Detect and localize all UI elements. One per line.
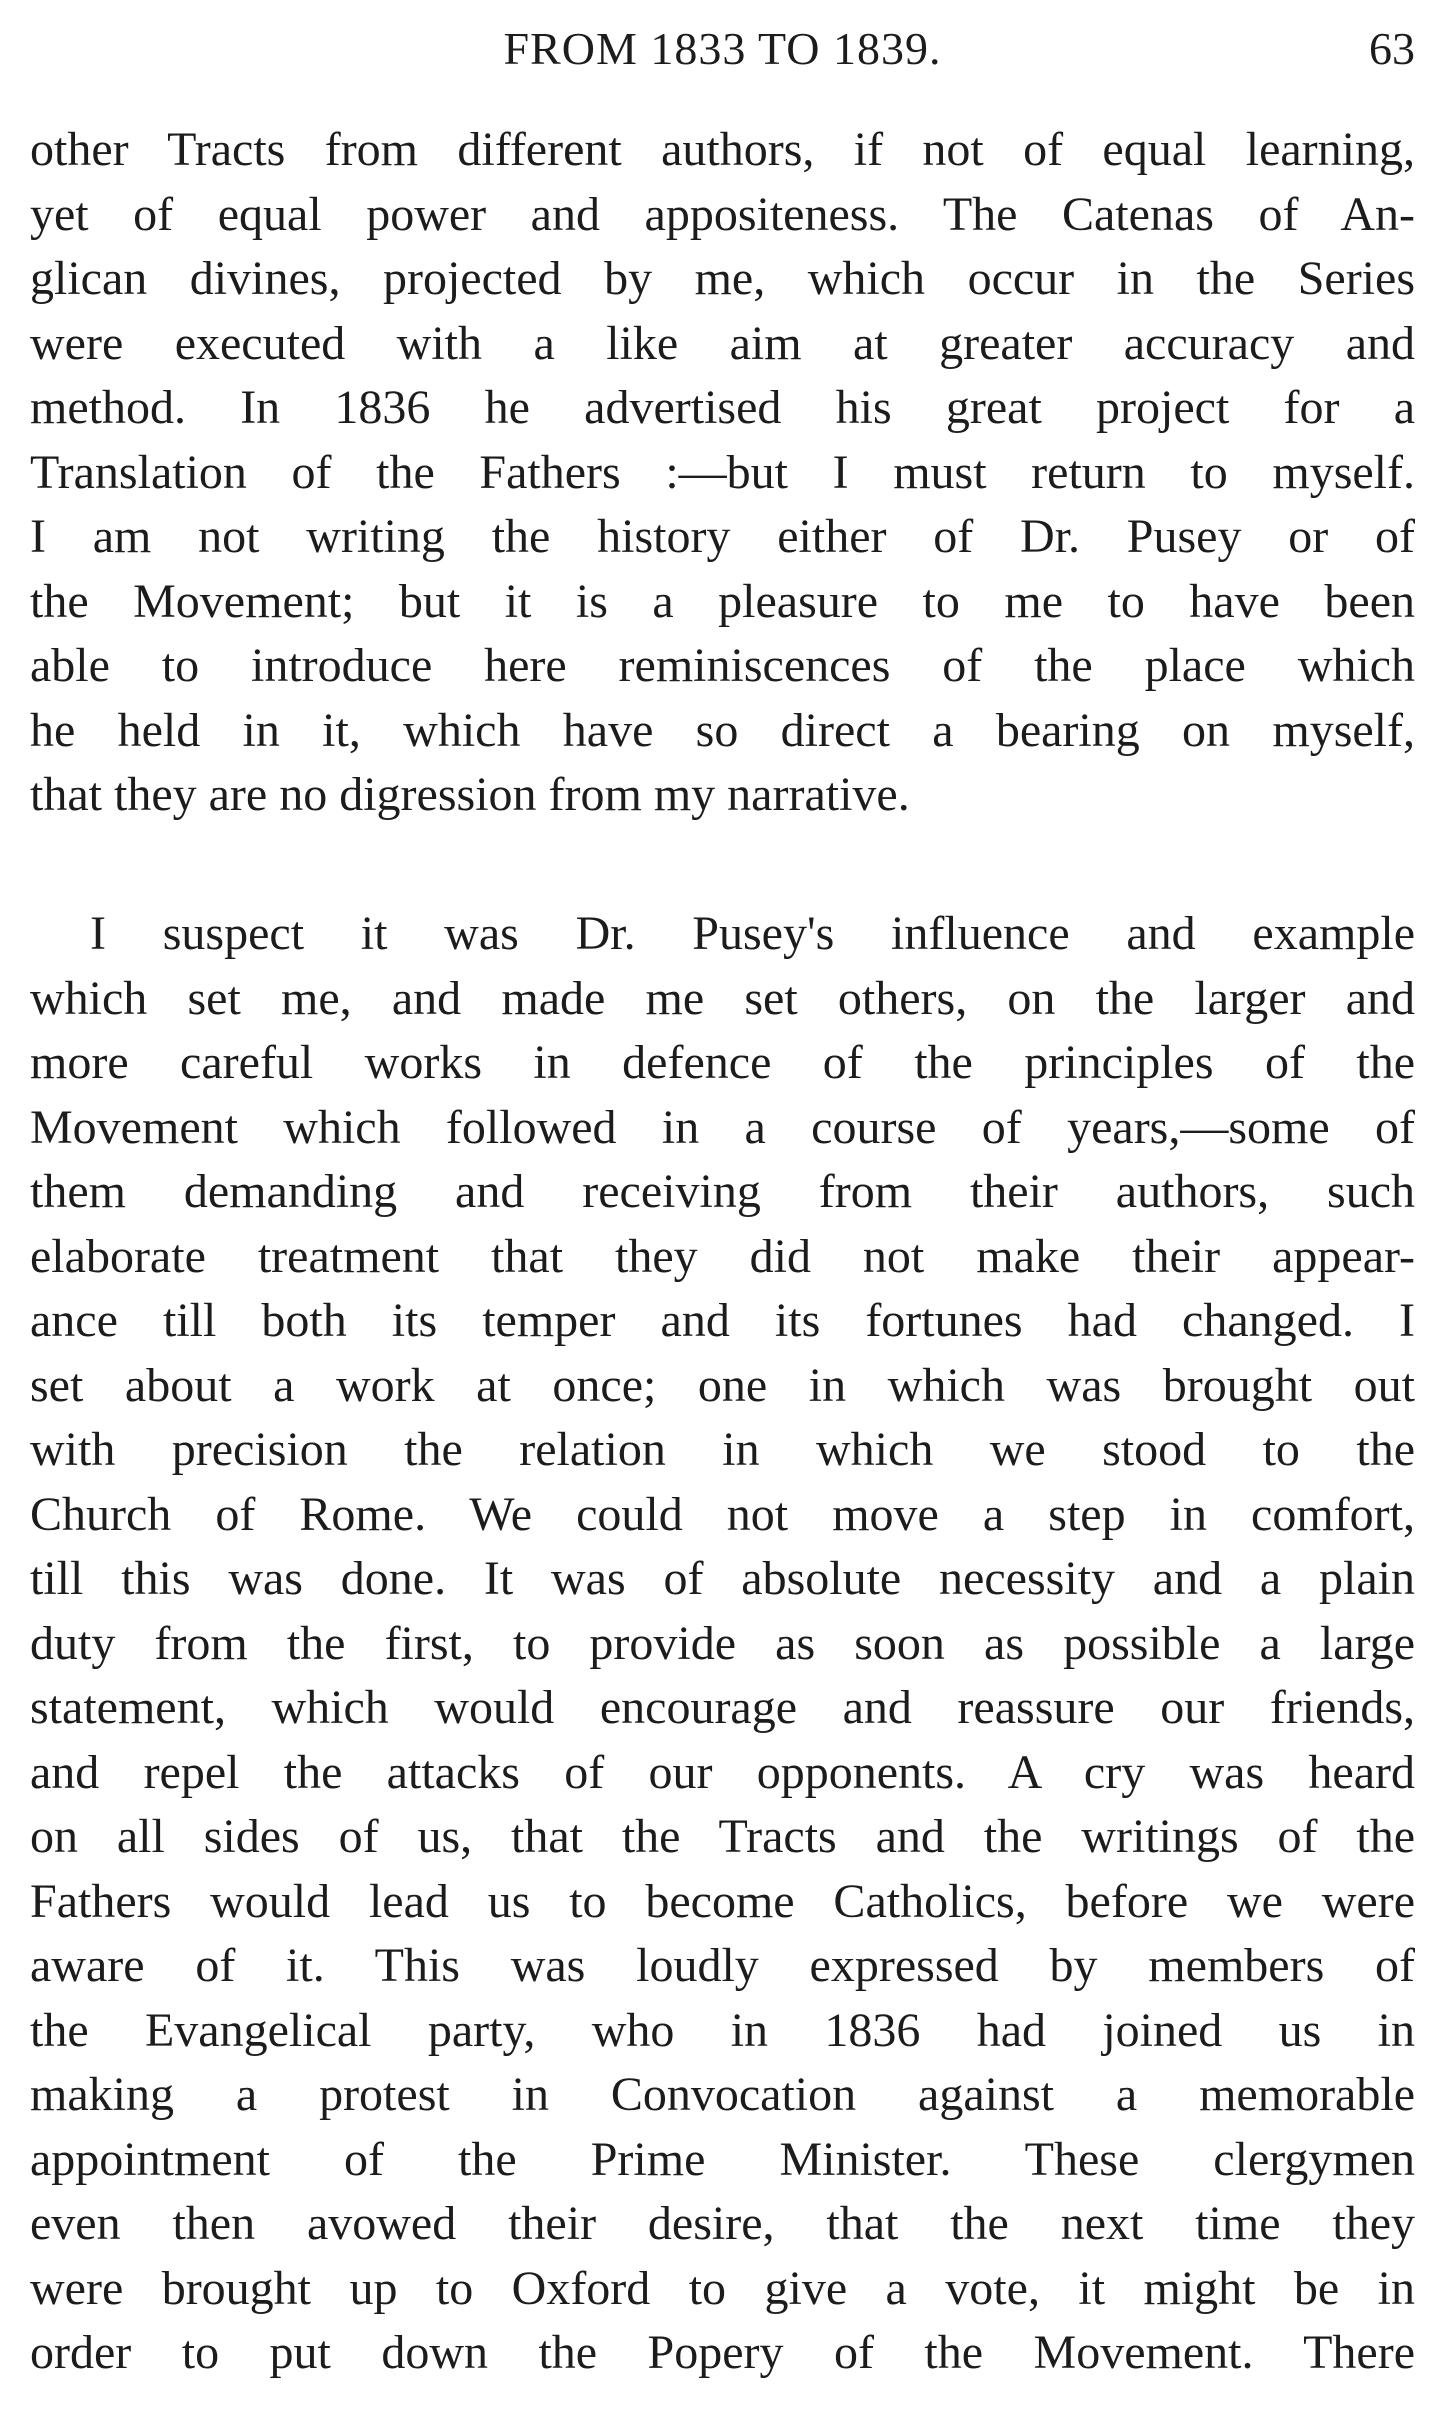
text-line: method. In 1836 he advertised his great project for a	[30, 381, 1415, 434]
text-line: he held in it, which have so direct a bearing on myself,	[30, 703, 1415, 757]
text-line: more careful works in defence of the principles of the	[30, 1036, 1415, 1089]
text-line: Translation of the Fathers :—but I must return to myself.	[30, 445, 1415, 499]
text-line: yet of equal power and appositeness. The Catenas of An-	[30, 187, 1415, 241]
text-line: appointment of the Prime Minister. These clergymen	[30, 2132, 1415, 2186]
paragraph-1	[30, 118, 1415, 828]
text-line: statement, which would encourage and reassure our friends,	[30, 1681, 1415, 1734]
text-line: aware of it. This was loudly expressed by members of	[30, 1939, 1415, 1992]
text-line: that they are no digression from my narrative.	[30, 768, 910, 821]
text-line: were executed with a like aim at greater accuracy and	[30, 316, 1415, 370]
text-line: with precision the relation in which we stood to the	[30, 1423, 1415, 1476]
text-line: were brought up to Oxford to give a vote, it might be in	[30, 2261, 1415, 2315]
text-line: elaborate treatment that they did not make their appear-	[30, 1229, 1415, 1283]
page-number: 63	[1369, 23, 1415, 74]
running-title: FROM 1833 TO 1839.	[503, 23, 942, 74]
text-line: and repel the attacks of our opponents. A cry was heard	[30, 1745, 1415, 1799]
text-line: till this was done. It was of absolute necessity and a plain	[30, 1552, 1415, 1605]
text-line: even then avowed their desire, that the next time they	[30, 2197, 1415, 2250]
text-line: the Evangelical party, who in 1836 had joined us in	[30, 2003, 1415, 2057]
text-line: I am not writing the history either of Dr. Pusey or of	[30, 510, 1415, 563]
text-line: on all sides of us, that the Tracts and the writings of the	[30, 1810, 1415, 1863]
text-line: the Movement; but it is a pleasure to me to have been	[30, 574, 1415, 628]
text-line: ance till both its temper and its fortunes had changed. I	[30, 1294, 1415, 1347]
text-line: glican divines, projected by me, which occur in the Series	[30, 252, 1415, 305]
text-line: able to introduce here reminiscences of the place which	[30, 639, 1415, 692]
text-line: duty from the first, to provide as soon as possible a large	[30, 1616, 1415, 1670]
text-line: them demanding and receiving from their authors, such	[30, 1165, 1415, 1218]
text-line: Church of Rome. We could not move a step in comfort,	[30, 1487, 1415, 1541]
text-line: set about a work at once; one in which was brought out	[30, 1358, 1415, 1412]
text-line: I suspect it was Dr. Pusey's influence and example	[90, 907, 1415, 960]
text-line: order to put down the Popery of the Movement. There	[30, 2326, 1415, 2379]
paragraph-2	[30, 902, 1415, 2386]
text-line: which set me, and made me set others, on the larger and	[30, 971, 1415, 1025]
text-line: making a protest in Convocation against a memorable	[30, 2068, 1415, 2121]
text-line: other Tracts from different authors, if not of equal learning,	[30, 123, 1415, 176]
text-line: Movement which followed in a course of years,—some of	[30, 1100, 1415, 1154]
running-header	[30, 22, 1415, 82]
text-line: Fathers would lead us to become Catholics, before we were	[30, 1874, 1415, 1928]
